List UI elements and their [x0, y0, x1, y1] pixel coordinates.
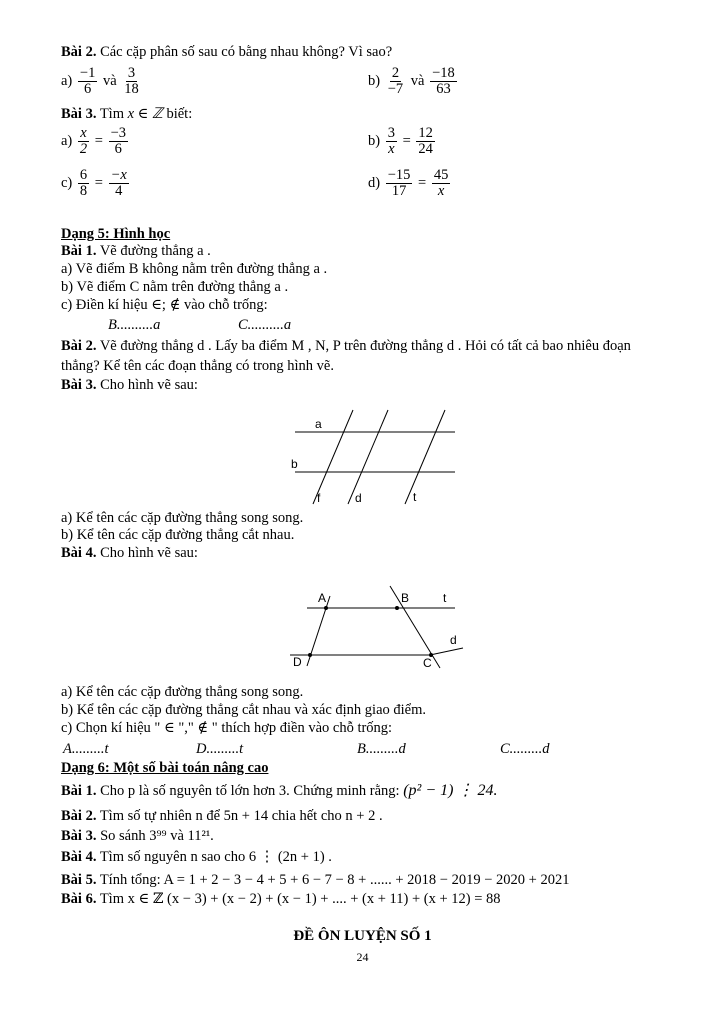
numerator: 6 — [79, 167, 88, 183]
exercise-text: c) Chọn kí hiệu " ∈ "," ∉ " thích hợp điền vào chỗ trống: — [61, 720, 393, 736]
exercise-title: Bài 3. — [61, 106, 97, 122]
fill-blank: A.........t — [63, 741, 109, 757]
fill-blank: C..........a — [238, 317, 292, 333]
label-t: t — [413, 490, 417, 504]
denominator: 8 — [79, 183, 88, 199]
exercise-title: Bài 2. — [61, 338, 97, 354]
exercise-line — [61, 545, 198, 562]
equals-sign: = — [94, 174, 103, 191]
exercise-title: Bài 2. — [61, 808, 97, 824]
page-number: 24 — [356, 950, 369, 964]
denominator: 17 — [391, 183, 407, 199]
item-label: a) — [61, 132, 73, 149]
fraction — [122, 66, 141, 97]
fill-blank: B..........a — [108, 317, 161, 333]
figure-trapezoid — [285, 584, 465, 674]
exercise-line — [61, 106, 192, 123]
item-label: c) — [61, 174, 73, 191]
denominator: x — [388, 141, 395, 157]
exercise-text: b) Kể tên các cặp đường thẳng cắt nhau và xác định giao điểm. — [61, 702, 426, 718]
fraction-row — [368, 66, 459, 97]
exercise-text: a) Vẽ điểm B không nằm trên đường thẳng a . — [61, 261, 328, 277]
item-label: b) — [368, 132, 381, 149]
exercise-title: Bài 1. — [61, 243, 97, 259]
fill-blank: C.........d — [500, 741, 550, 757]
fraction — [386, 168, 413, 199]
equation-row — [368, 126, 437, 157]
fill-blank: B.........d — [357, 741, 406, 757]
exercise-line — [61, 377, 198, 394]
exercise-title: Bài 4. — [61, 849, 97, 865]
numerator: 45 — [433, 167, 449, 183]
equals-sign: = — [94, 132, 103, 149]
fraction-row — [61, 66, 143, 97]
numerator: −x — [110, 167, 127, 183]
numerator: −15 — [387, 167, 411, 183]
exercise-text: Các cặp phân số sau có bằng nhau không? Vì sao? — [100, 44, 393, 60]
numerator: −1 — [79, 65, 96, 81]
exercise-line — [61, 338, 631, 355]
denominator: 6 — [83, 81, 92, 97]
label-A: A — [318, 591, 327, 605]
label-d: d — [355, 491, 362, 505]
item-label: a) — [61, 72, 73, 89]
exercise-text: Vẽ đường thẳng d . Lấy ba điểm M , N, P trên đường thẳng d . Hỏi có tất cả bao nhiêu đoạn — [99, 338, 631, 354]
numerator: x — [80, 125, 87, 141]
equals-sign: = — [418, 174, 427, 191]
equation-row — [368, 168, 452, 199]
section-heading: Dạng 5: Hình học — [61, 226, 171, 242]
exercise-text: b) Vẽ điểm C nằm trên đường thẳng a . — [61, 279, 289, 295]
line-d-ext — [430, 648, 463, 655]
point-D — [308, 653, 312, 657]
label-a: a — [315, 417, 322, 431]
point-B — [395, 606, 399, 610]
math-expr: (p² − 1) ⋮ 24. — [403, 782, 498, 799]
label-b: b — [291, 457, 298, 471]
exercise-title: Bài 2. — [61, 44, 97, 60]
exercise-title: Bài 6. — [61, 891, 97, 907]
section-heading: Dạng 6: Một số bài toán nâng cao — [61, 760, 269, 776]
item-label: b) — [368, 72, 381, 89]
label-C: C — [423, 656, 432, 670]
exercise-title: Bài 1. — [61, 783, 97, 799]
fraction — [109, 126, 128, 157]
exercise-text: Tìm số tự nhiên n để 5n + 14 chia hết cho n + 2 . — [99, 808, 383, 824]
exercise-title: Bài 3. — [61, 377, 97, 393]
fraction — [78, 66, 97, 97]
fraction — [386, 126, 397, 157]
equals-sign: = — [402, 132, 411, 149]
math-expr: x ∈ ℤ — [127, 106, 163, 122]
exercise-text: b) Kể tên các cặp đường thẳng cắt nhau. — [61, 527, 295, 543]
numerator: 12 — [418, 125, 433, 141]
exam-heading: ĐỀ ÔN LUYỆN SỐ 1 — [293, 928, 432, 944]
denominator: x — [437, 183, 445, 199]
exercise-title: Bài 4. — [61, 545, 97, 561]
fraction — [109, 168, 129, 199]
label-D: D — [293, 655, 302, 669]
numerator: 2 — [391, 65, 400, 81]
exercise-line — [61, 243, 211, 260]
exercise-text: thẳng? Kể tên các đoạn thẳng có trong hình vẽ. — [61, 358, 334, 374]
exercise-text: Vẽ đường thẳng a . — [99, 243, 211, 259]
exercise-text: Tìm x ∈ ℤ (x − 3) + (x − 2) + (x − 1) + .... + (x + 11) + (x + 12) = 88 — [99, 891, 501, 907]
exercise-text: Tính tổng: A = 1 + 2 − 3 − 4 + 5 + 6 − 7 − 8 + ...... + 2018 − 2019 − 2020 + 2021 — [99, 872, 570, 888]
conjunction: và — [410, 72, 425, 89]
exercise-title: Bài 3. — [61, 828, 97, 844]
fraction — [78, 126, 89, 157]
line-d — [348, 410, 388, 504]
exercise-line — [61, 808, 383, 825]
label-d: d — [450, 633, 457, 647]
exercise-line — [61, 828, 214, 845]
exercise-title: Bài 5. — [61, 872, 97, 888]
conjunction: và — [102, 72, 117, 89]
denominator: 63 — [436, 81, 451, 97]
exercise-text: a) Kể tên các cặp đường thẳng song song. — [61, 684, 304, 700]
fraction — [78, 168, 89, 199]
exercise-line — [61, 872, 569, 889]
item-label: d) — [368, 174, 381, 191]
equation-row — [61, 168, 131, 199]
label-t: t — [443, 591, 447, 605]
numerator: 3 — [387, 125, 395, 141]
fill-blank: D.........t — [196, 741, 244, 757]
figure-parallel-lines — [285, 404, 465, 508]
exercise-text: Cho p là số nguyên tố lớn hơn 3. Chứng minh rằng: — [100, 783, 400, 799]
line-t — [405, 410, 445, 504]
exercise-text: biết: — [166, 106, 193, 122]
numerator: 3 — [127, 65, 136, 81]
exercise-text: Tìm — [99, 106, 124, 122]
exercise-line — [61, 891, 501, 908]
numerator: −3 — [110, 125, 127, 141]
exercise-text: a) Kể tên các cặp đường thẳng song song. — [61, 510, 304, 526]
denominator: 24 — [418, 141, 433, 157]
exercise-text: So sánh 3⁹⁹ và 11²¹. — [100, 828, 214, 844]
fraction — [386, 66, 405, 97]
numerator: −18 — [432, 65, 455, 81]
label-B: B — [401, 591, 410, 605]
label-f: f — [317, 491, 321, 505]
equation-row — [61, 126, 130, 157]
point-A — [324, 606, 328, 610]
fraction — [432, 168, 451, 199]
exercise-text: Cho hình vẽ sau: — [100, 377, 198, 393]
exercise-text: Cho hình vẽ sau: — [100, 545, 198, 561]
exercise-line — [61, 44, 392, 61]
exercise-text: c) Điền kí hiệu ∈; ∉ vào chỗ trống: — [61, 297, 268, 313]
exercise-text: Tìm số nguyên n sao cho 6 ⋮ (2n + 1) . — [99, 849, 332, 865]
fraction — [416, 126, 435, 157]
exercise-line — [61, 849, 332, 866]
denominator: −7 — [387, 81, 404, 97]
fraction — [430, 66, 457, 97]
denominator: 6 — [114, 141, 122, 157]
denominator: 4 — [115, 183, 123, 199]
denominator: 18 — [124, 81, 139, 97]
denominator: 2 — [79, 141, 88, 157]
exercise-line — [61, 782, 497, 800]
